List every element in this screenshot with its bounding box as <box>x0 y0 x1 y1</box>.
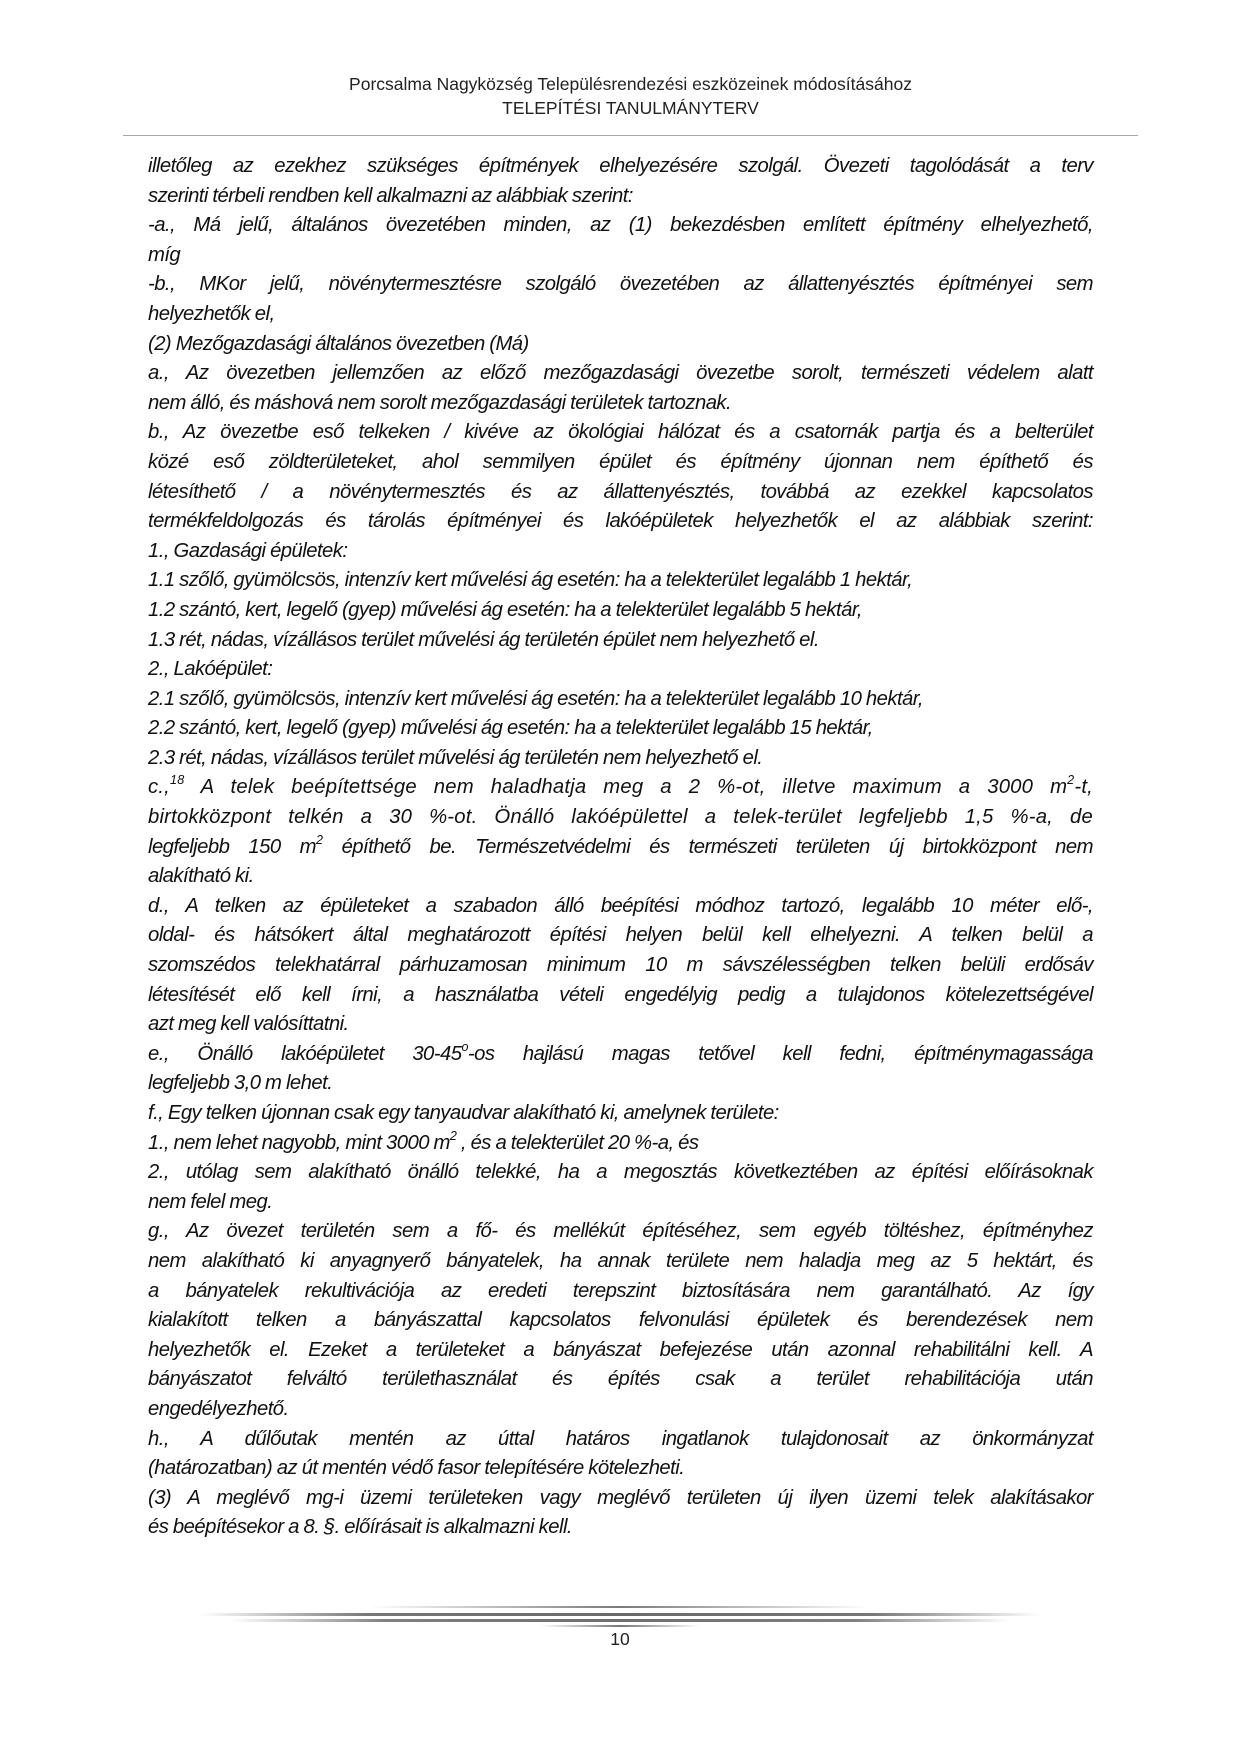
text-line: -a., Má jelű, általános övezetében minden, az (1) bekezdésben említett építmény elhelyezhető, <box>148 214 1093 237</box>
paragraph-f <box>148 1099 1093 1217</box>
text-line: 1.3 rét, nádas, vízállásos terület művelési ág területén épület nem helyezhető el. <box>148 628 819 651</box>
text-line: 2.2 szántó, kert, legelő (gyep) művelési ág esetén: ha a telekterület legalább 15 hektár, <box>148 717 873 740</box>
text-line: nem álló, és máshová nem sorolt mezőgazdasági területek tartoznak. <box>148 391 732 414</box>
document-title: Porcsalma Nagyközség Településrendezési eszközeinek módosításához <box>349 74 912 94</box>
text-line: e., Önálló lakóépületet 30-45$^o$-os hajlású magas tetővel kell fedni, építménymagassága <box>148 1039 1093 1065</box>
text-line: a bányatelek rekultivációja az eredeti terepszint biztosítására nem garantálható. Az így <box>148 1279 1093 1302</box>
ornament-line <box>370 1606 870 1608</box>
text-line: legfeljebb 150 $m^2$ építhető be. Természetvédelmi és természeti területen új birtokközpont nem <box>148 832 1093 858</box>
text-line: kialakított telken a bányászattal kapcsolatos felvonulási épületek és berendezések nem <box>148 1309 1093 1332</box>
text-line: közé eső zöldterületeket, ahol semmilyen épület és építmény újonnan nem építhető és <box>148 450 1093 473</box>
text-line: szerinti térbeli rendben kell alkalmazni az alábbiak szerint: <box>148 184 633 207</box>
document-subtitle: TELEPÍTÉSI TANULMÁNYTERV <box>502 98 759 118</box>
text-line: (határozatban) az út mentén védő fasor telepítésére kötelezheti. <box>148 1457 685 1480</box>
text-line: (2) Mezőgazdasági általános övezetben (Má) <box>148 332 529 355</box>
text-line: alakítható ki. <box>148 865 254 888</box>
text-line: (3) A meglévő mg-i üzemi területeken vagy meglévő területen új ilyen üzemi telek alakításakor <box>148 1486 1093 1509</box>
text-line: 1.1 szőlő, gyümölcsös, intenzív kert művelési ág esetén: ha a telekterület legalább 1 hektár, <box>148 569 913 592</box>
ornament-line <box>540 1625 700 1627</box>
body-section-zones <box>148 152 1093 773</box>
text-line: létesítését elő kell írni, a használatba vételi engedélyig pedig a tulajdonos kötelezettségével <box>148 983 1093 1006</box>
text-line: létesíthető / a növénytermesztés és az állattenyésztés, továbbá az ezekkel kapcsolatos <box>148 480 1093 503</box>
text-line: legfeljebb 3,0 m lehet. <box>148 1072 333 1095</box>
footer-ornament <box>200 1600 1040 1630</box>
text-line: 1., Gazdasági épületek: <box>148 539 348 562</box>
text-line: helyezhetők el, <box>148 302 275 325</box>
text-line: nem alakítható ki anyagnyerő bányatelek, ha annak területe nem haladja meg az 5 hektárt, és <box>148 1249 1093 1272</box>
text-line: 1.2 szántó, kert, legelő (gyep) művelési ág esetén: ha a telekterület legalább 5 hektár, <box>148 598 863 621</box>
paragraph-c <box>148 773 1093 891</box>
text-line: 2.1 szőlő, gyümölcsös, intenzív kert művelési ág esetén: ha a telekterület legalább 10 hektár, <box>148 687 923 710</box>
text-line: 2., Lakóépület: <box>148 658 273 681</box>
text-line: h., A dűlőutak mentén az úttal határos ingatlanok tulajdonosait az önkormányzat <box>148 1427 1093 1450</box>
text-line: helyezhetők el. Ezeket a területeket a bányászat befejezése után azonnal rehabilitálni kell. A <box>148 1338 1093 1361</box>
text-line: 2., utólag sem alakítható önálló telekké, ha a megosztás következtében az építési előírásoknak <box>148 1161 1093 1184</box>
paragraph-d <box>148 892 1093 1040</box>
text-line: engedélyezhető. <box>148 1397 289 1420</box>
document-body <box>148 152 1093 1543</box>
text-line: azt meg kell valósíttatni. <box>148 1013 349 1036</box>
ornament-line <box>230 1619 1010 1622</box>
paragraph-e <box>148 1040 1093 1099</box>
text-line: bányászatot felváltó területhasználat és építés csak a terület rehabilitációja után <box>148 1368 1093 1391</box>
running-header <box>123 72 1138 120</box>
text-line: oldal- és hátsókert által meghatározott építési helyen belül kell elhelyezni. A telken belül a <box>148 924 1093 947</box>
text-line: míg <box>148 243 181 266</box>
text-line: nem felel meg. <box>148 1190 273 1213</box>
text-line: 2.3 rét, nádas, vízállásos terület művelési ág területén nem helyezhető el. <box>148 746 763 769</box>
text-line: c.,$^{18}$ A telek beépítettsége nem haladhatja meg a 2 %-ot, illetve maximum a 3000 $m^2-t$, <box>148 773 1093 799</box>
header-divider <box>123 135 1138 136</box>
text-line: -b., MKor jelű, növénytermesztésre szolgáló övezetében az állattenyésztés építményei sem <box>148 273 1093 296</box>
text-line: és beépítésekor a 8. §. előírásait is alkalmazni kell. <box>148 1516 572 1539</box>
text-line: termékfeldolgozás és tárolás építményei és lakóépületek helyezhetők el az alábbiak szerint: <box>148 510 1093 533</box>
text-line: 1., nem lehet nagyobb, mint 3000 $m^2$ , és a telekterület 20 %-a, és <box>148 1128 699 1154</box>
ornament-line <box>200 1613 1040 1616</box>
page-number: 10 <box>610 1629 630 1649</box>
footnote-reference[interactable]: 18 <box>170 773 185 788</box>
text-line: birtokközpont telkén a 30 %-ot. Önálló lakóépülettel a telek-terület legfeljebb 1,5 %-a, de <box>148 806 1093 829</box>
text-line: szomszédos telekhatárral párhuzamosan minimum 10 m sávszélességben telken belüli erdősáv <box>148 954 1093 977</box>
text-line: b., Az övezetbe eső telkeken / kivéve az ökológiai hálózat és a csatornák partja és a belterület <box>148 421 1093 444</box>
text-line: d., A telken az épületeket a szabadon álló beépítési módhoz tartozó, legalább 10 méter elő-, <box>148 894 1093 917</box>
text-line: f., Egy telken újonnan csak egy tanyaudvar alakítható ki, amelynek területe: <box>148 1102 779 1124</box>
text-line: g., Az övezet területén sem a fő- és mellékút építéséhez, sem egyéb töltéshez, építményhez <box>148 1220 1093 1243</box>
text-line: a., Az övezetben jellemzően az előző mezőgazdasági övezetbe sorolt, természeti védelem alatt <box>148 362 1093 385</box>
text-line: illetőleg az ezekhez szükséges építmények elhelyezésére szolgál. Övezeti tagolódását a terv <box>148 155 1093 177</box>
degree-mark: o <box>461 1039 468 1054</box>
paragraph-g-h-3 <box>148 1217 1093 1543</box>
